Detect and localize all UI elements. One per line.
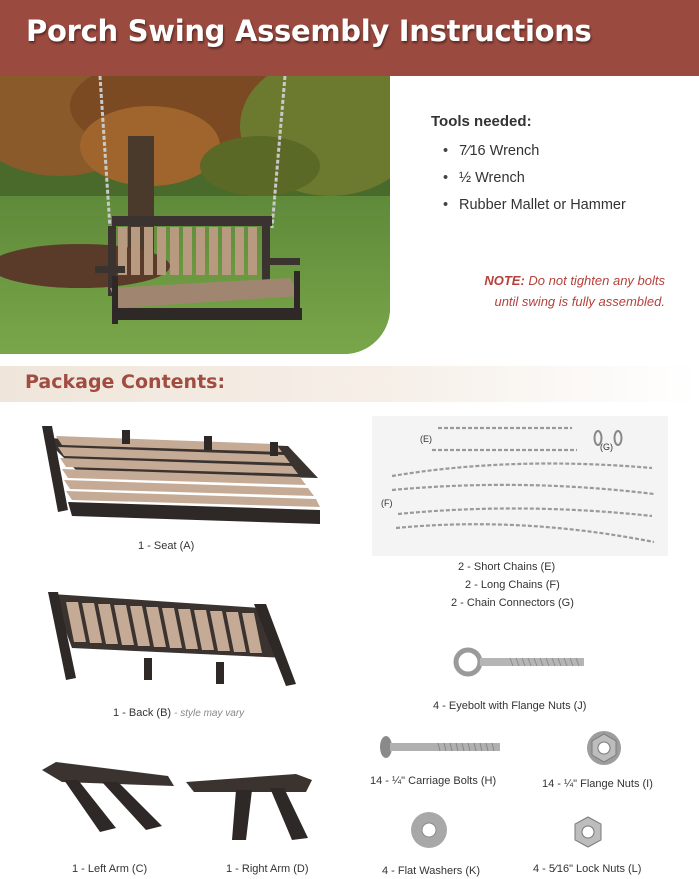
page-title: Porch Swing Assembly Instructions xyxy=(26,14,592,48)
porch-swing-photo xyxy=(0,76,390,354)
header-banner xyxy=(0,0,699,76)
package-contents-band xyxy=(0,366,699,402)
flat-washer-image xyxy=(409,808,449,852)
left-arm-image xyxy=(38,756,180,836)
carriage-bolts-caption: 14 - ¼" Carriage Bolts (H) xyxy=(370,775,497,787)
lock-nuts-caption: 4 - 5⁄16" Lock Nuts (L) xyxy=(533,863,642,875)
right-arm-image xyxy=(186,768,321,846)
chain-label-g: (G) xyxy=(600,442,613,452)
eyebolt-caption: 4 - Eyebolt with Flange Nuts (J) xyxy=(433,700,587,712)
assembly-note xyxy=(400,270,665,312)
back-image xyxy=(46,588,306,690)
back-caption xyxy=(113,707,244,719)
carriage-bolt-image xyxy=(378,734,503,760)
short-chains-caption: 2 - Short Chains (E) xyxy=(458,561,556,573)
flange-nut-image xyxy=(584,728,624,768)
tool-item-wrench-1-2: • ½ Wrench xyxy=(431,165,626,192)
back-caption-label: 1 - Back (B) xyxy=(113,707,172,719)
chains-illustration xyxy=(372,416,668,556)
chains-image xyxy=(372,416,668,556)
note-text-line1: Do not tighten any bolts xyxy=(528,273,665,288)
left-arm-caption: 1 - Left Arm (C) xyxy=(72,863,148,875)
tool-item-wrench-7-16: • 7⁄16 Wrench xyxy=(431,138,626,165)
tools-list xyxy=(431,138,626,219)
eyebolt-image xyxy=(440,636,590,686)
lock-nut-image xyxy=(570,814,606,850)
tools-heading: Tools needed: xyxy=(431,113,532,130)
tool-item-mallet: • Rubber Mallet or Hammer xyxy=(431,192,626,219)
tools-needed xyxy=(431,113,626,219)
seat-caption: 1 - Seat (A) xyxy=(138,540,195,552)
note-label: NOTE: xyxy=(484,273,525,288)
chain-label-f: (F) xyxy=(381,498,393,508)
seat-image xyxy=(38,420,338,535)
flange-nuts-caption: 14 - ¼" Flange Nuts (I) xyxy=(542,778,653,790)
package-contents-heading: Package Contents: xyxy=(25,371,226,393)
porch-swing-illustration xyxy=(0,76,390,354)
long-chains-caption: 2 - Long Chains (F) xyxy=(465,579,560,591)
chain-label-e: (E) xyxy=(420,434,432,444)
chain-connectors-caption: 2 - Chain Connectors (G) xyxy=(451,597,574,609)
back-caption-note: - style may vary xyxy=(174,708,245,719)
right-arm-caption: 1 - Right Arm (D) xyxy=(226,863,309,875)
flat-washers-caption: 4 - Flat Washers (K) xyxy=(382,865,480,877)
note-text-line2: until swing is fully assembled. xyxy=(494,294,665,309)
